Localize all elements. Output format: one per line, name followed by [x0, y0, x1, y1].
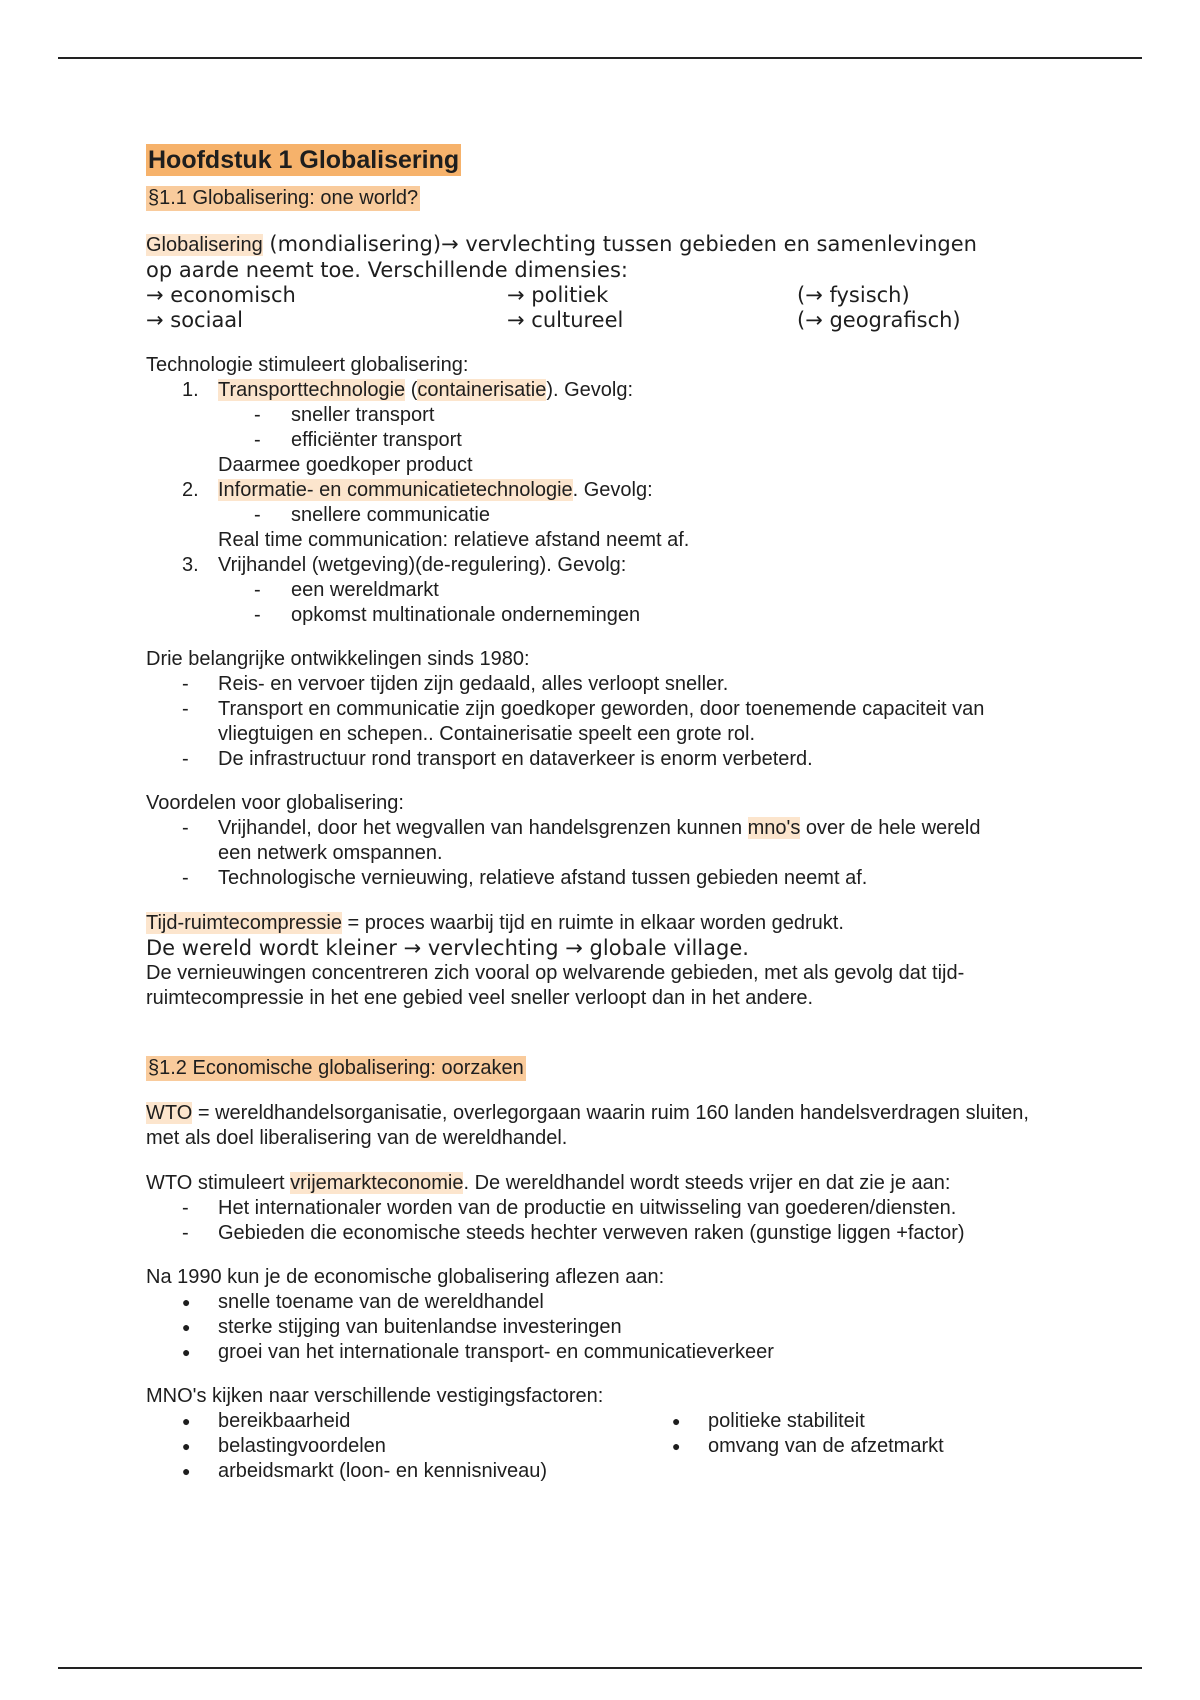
list-item: - snellere communicatie	[218, 503, 1066, 528]
list-item: - efficiënter transport	[218, 428, 1066, 453]
list-item: ● snelle toename van de wereldhandel	[146, 1290, 1066, 1315]
section-1-1-heading: §1.1 Globalisering: one world?	[148, 187, 419, 209]
chapter-heading: Hoofdstuk 1 Globalisering	[148, 146, 460, 174]
list-item: ● sterke stijging van buitenlandse investeringen	[146, 1315, 1066, 1340]
list-item: ● arbeidsmarkt (loon- en kennisniveau)	[146, 1459, 636, 1484]
list-item: - Het internationaler worden van de productie en uitwisseling van goederen/diensten.	[146, 1196, 1066, 1221]
list-item: - opkomst multinationale ondernemingen	[218, 603, 1066, 628]
list-item: - Vrijhandel, door het wegvallen van handelsgrenzen kunnen mno's over de hele wereld een netwerk omspannen.	[146, 816, 1006, 866]
list-item: 2. Informatie- en communicatietechnologie. Gevolg: - snellere communicatie Real time communication: relatieve afstand neemt af.	[218, 478, 1066, 553]
list-item: ● politieke stabiliteit	[636, 1409, 944, 1434]
wto-stimulates-block: WTO stimuleert vrijemarkteconomie. De wereldhandel wordt steeds vrijer en dat zie je aan: - Het internationaler worden van de productie en uitwisseling van goederen/diensten. - Gebieden die economische steeds hechter verweven raken (gunstige liggen +factor)	[146, 1171, 1066, 1246]
list-item: - De infrastructuur rond transport en dataverkeer is enorm verbeterd.	[146, 747, 1026, 772]
technology-block: Technologie stimuleert globalisering: 1. Transporttechnologie (containerisatie). Gevolg: - sneller transport - efficiënter transport Daarmee goedkoper product 2. Informatie- en communicatietechnologie. Gevolg: - snellere communicatie Real time communication: relatieve afstand neemt af. 3. Vrijhandel (wetgeving)(de-regulering). Gevolg: - een wereldmarkt - opkomst multinationale ondernemingen	[146, 353, 1066, 628]
list-item: 1. Transporttechnologie (containerisatie). Gevolg: - sneller transport - efficiënter transport Daarmee goedkoper product	[218, 378, 1066, 478]
section-1-2-heading: §1.2 Economische globalisering: oorzaken	[148, 1057, 524, 1079]
list-item: - Technologische vernieuwing, relatieve afstand tussen gebieden neemt af.	[146, 866, 1006, 891]
wto-definition: WTO = wereldhandelsorganisatie, overlegorgaan waarin ruim 160 landen handelsverdragen sluiten, met als doel liberalisering van de wereldhandel.	[146, 1102, 1029, 1149]
list-item: - Gebieden die economische steeds hechter verweven raken (gunstige liggen +factor)	[146, 1221, 1066, 1246]
bottom-rule	[58, 1667, 1142, 1669]
tijd-ruimtecompressie-block: Tijd-ruimtecompressie = proces waarbij tijd en ruimte in elkaar worden gedrukt. De wereld wordt kleiner → vervlechting → globale village. De vernieuwingen concentreren zich vooral op welvarende gebieden, met als gevolg dat tijd-ruimtecompressie in het ene gebied veel sneller verloopt dan in het andere.	[146, 912, 965, 1009]
list-item: - een wereldmarkt	[218, 578, 1066, 603]
list-item: ● belastingvoordelen	[146, 1434, 636, 1459]
after-1990-block: Na 1990 kun je de economische globalisering aflezen aan: ● snelle toename van de wereldhandel ● sterke stijging van buitenlandse investeringen ● groei van het internationale transport- en communicatieverkeer	[146, 1265, 1066, 1365]
top-rule	[58, 57, 1142, 59]
list-item: - sneller transport	[218, 403, 1066, 428]
dimensions-row-1: → economisch → politiek (→ fysisch)	[146, 283, 910, 307]
technology-list	[146, 378, 1066, 628]
list-item: ● omvang van de afzetmarkt	[636, 1434, 944, 1459]
list-item: - Reis- en vervoer tijden zijn gedaald, alles verloopt sneller.	[146, 672, 1026, 697]
developments-block: Drie belangrijke ontwikkelingen sinds 1980: - Reis- en vervoer tijden zijn gedaald, alles verloopt sneller. - Transport en communicatie zijn goedkoper geworden, door toenemende capaciteit van vliegtuigen en schepen.. Containerisatie speelt een grote rol. - De infrastructuur rond transport en dataverkeer is enorm verbeterd.	[146, 647, 1066, 772]
list-item: - Transport en communicatie zijn goedkoper geworden, door toenemende capaciteit van vliegtuigen en schepen.. Containerisatie speelt een grote rol.	[146, 697, 1026, 747]
list-item: ● bereikbaarheid	[146, 1409, 636, 1434]
mno-factors-block: MNO's kijken naar verschillende vestigingsfactoren: ● bereikbaarheid ● belastingvoordelen ● arbeidsmarkt (loon- en kennisniveau) ● politieke stabiliteit ● omvang van de afzetmarkt	[146, 1384, 1066, 1484]
advantages-block: Voordelen voor globalisering: - Vrijhandel, door het wegvallen van handelsgrenzen kunnen mno's over de hele wereld een netwerk omspannen. - Technologische vernieuwing, relatieve afstand tussen gebieden neemt af.	[146, 791, 1066, 891]
list-item: ● groei van het internationale transport- en communicatieverkeer	[146, 1340, 1066, 1365]
list-item: 3. Vrijhandel (wetgeving)(de-regulering). Gevolg: - een wereldmarkt - opkomst multinationale ondernemingen	[218, 553, 1066, 628]
dimensions-row-2: → sociaal → cultureel (→ geografisch)	[146, 308, 961, 332]
globalisering-definition: Globalisering (mondialisering)→ vervlechting tussen gebieden en samenlevingen op aarde neemt toe. Verschillende dimensies: → economisch → politiek (→ fysisch) → sociaal → cultureel (→ geografisch)	[146, 232, 1066, 333]
document-body	[146, 144, 1066, 1484]
